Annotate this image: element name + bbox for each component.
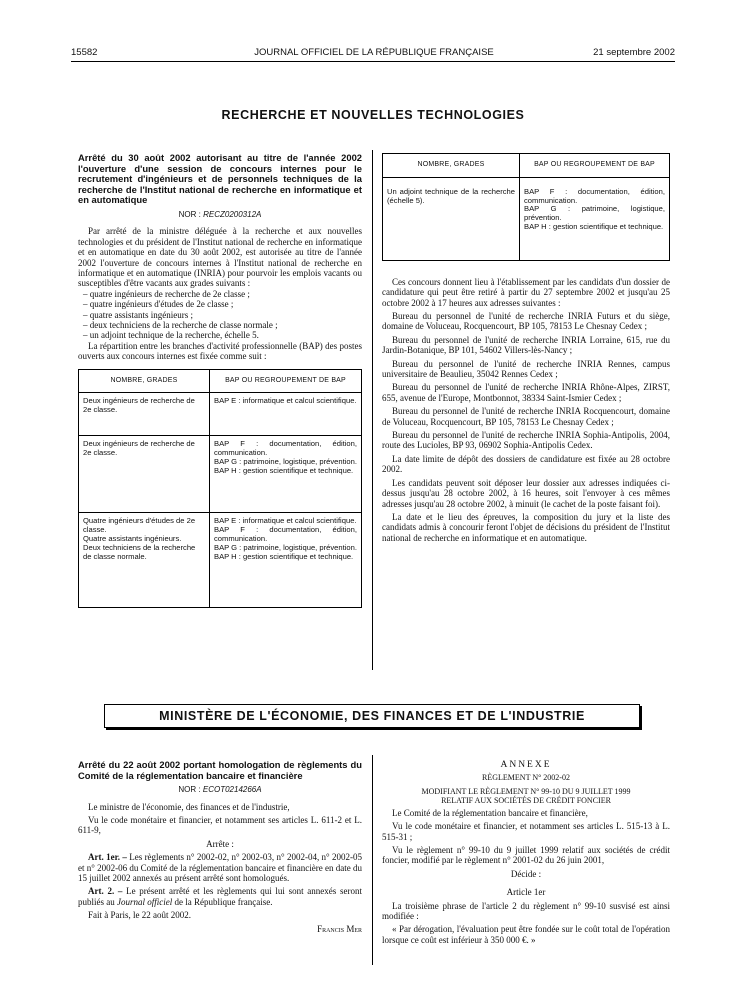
paragraph: Bureau du personnel de l'unité de recherche INRIA Sophia-Antipolis, 2004, route des Lucioles, BP 93, 06902 Sophia-Antipolis Cedex. [382,430,670,451]
nor-label: NOR : [178,209,201,219]
nor-code: ECOT0214266A [202,785,262,795]
article-label: Art. 1er. – [88,852,127,863]
paragraph: Bureau du personnel de l'unité de recherche INRIA Rocquencourt, domaine de Voluceau, Rocquencourt, BP 105, 78153 Le Chesnay Cedex ; [382,406,670,427]
right-column-arrete1 [382,153,670,543]
paragraph: Le Comité de la réglementation bancaire et financière, [392,807,588,818]
arrete-word: Arrête : [206,838,234,849]
table-cell-bap: BAP G : patrimoine, logistique, prévention. [214,542,357,552]
article-heading: Article 1er [506,887,546,898]
grades-list [78,289,362,341]
table-row [383,177,670,260]
table-cell-bap: BAP G : patrimoine, logistique, prévention. [524,204,665,223]
article-2 [78,886,362,907]
paragraph: Bureau du personnel de l'unité de recherche INRIA Rennes, campus universitaire de Beaulieu, 35042 Rennes Cedex ; [382,358,670,380]
section-title-box [104,704,640,728]
table-row [79,436,362,513]
nor-code: RECZ0200312A [203,209,262,219]
paragraph: Vu le règlement n° 99-10 du 9 juillet 1999 relatif aux sociétés de crédit foncier, modifié par le règlement n° 2001-02 du 26 juin 2001, [382,845,670,866]
left-column-arrete1 [78,153,362,608]
table-cell-bap: BAP H : gestion scientifique et technique. [214,551,354,561]
section-title-economie: MINISTÈRE DE L'ÉCONOMIE, DES FINANCES ET DE L'INDUSTRIE [159,709,585,723]
table-cell-grade: Deux techniciens de la recherche de classe normale. [83,542,196,561]
table-cell-bap: BAP H : gestion scientifique et technique. [524,221,664,231]
fait-a-paris: Fait à Paris, le 22 août 2002. [88,910,191,921]
article-text: Le présent arrêté et les règlements qui lui sont annexés seront publiés au [78,886,362,907]
paragraph: Les candidats peuvent soit déposer leur dossier aux adresses indiquées ci-dessus jusqu'au 28 octobre 2002, à 16 heures, soit l'envoyer à ces mêmes adresses jusqu'au 28 octobre 2002, à minuit (le cachet de la poste faisant foi). [382,477,670,509]
article-label: Art. 2. – [88,886,123,897]
table-cell-bap: BAP E : informatique et calcul scientifique. [214,396,357,406]
list-item: – deux techniciens de la recherche de classe normale ; [83,320,278,331]
reglement-number: RÈGLEMENT N° 2002-02 [482,773,570,783]
arrete2-heading: Arrêté du 22 août 2002 portant homologation de règlements du Comité de la réglementation bancaire et financière [78,759,362,781]
page-number: 15582 [71,47,98,58]
paragraph: « Par dérogation, l'évaluation peut être fondée sur le coût total de l'opération lorsque ce coût est inférieur à 350 000 €. » [382,924,670,945]
journal-title: JOURNAL OFFICIEL DE LA RÉPUBLIQUE FRANÇAISE [254,47,494,58]
table-cell-bap: BAP G : patrimoine, logistique, prévention. [214,457,357,467]
table-header-grades: NOMBRE, GRADES [79,369,210,393]
annexe-title: ANNEXE [500,760,552,770]
arrete1-heading: Arrêté du 30 août 2002 autorisant au titre de l'année 2002 l'ouverture d'une session de concours internes pour le recrutement d'ingénieurs et de personnels techniques de la recherche de l'Institut national de recherche en informatique et en automatique [78,152,362,206]
table-header-bap: BAP OU REGROUPEMENT DE BAP [520,154,670,178]
table-cell-grade: Un adjoint technique de la recherche (échelle 5). [387,186,515,205]
article-1 [78,852,362,883]
issue-date: 21 septembre 2002 [593,47,675,58]
paragraph: Bureau du personnel de l'unité de recherche INRIA Lorraine, 615, rue du Jardin-Botanique, BP 101, 54602 Villers-lès-Nancy ; [382,334,670,356]
right-column-annexe [382,760,670,945]
table-row [79,393,362,436]
table-cell-bap: BAP F : documentation, édition, communication. [214,525,357,544]
table-cell-bap: BAP H : gestion scientifique et technique. [214,465,354,475]
table-cell-grade: Deux ingénieurs de recherche de 2e classe. [83,396,195,415]
paragraph: La troisième phrase de l'article 2 du règlement n° 99-10 susvisé est ainsi modifiée : [382,900,670,922]
list-item: – quatre ingénieurs de recherche de 2e classe ; [83,288,250,299]
reglement-subtitle: MODIFIANT LE RÈGLEMENT N° 99-10 DU 9 JUILLET 1999 RELATIF AUX SOCIÉTÉS DE CRÉDIT FONCIER [421,786,631,805]
paragraph: La date limite de dépôt des dossiers de candidature est fixée au 28 octobre 2002. [382,453,670,475]
section-title-recherche: RECHERCHE ET NOUVELLES TECHNOLOGIES [221,108,525,122]
arrete2-nor [78,785,362,795]
table-header-grades: NOMBRE, GRADES [383,154,520,178]
nor-label: NOR : [178,785,201,795]
arrete1-nor [78,210,362,220]
article-text: Les règlements n° 2002-02, n° 2002-03, n° 2002-04, n° 2002-05 et n° 2002-06 du Comité de la réglementation bancaire et financière en date du 15 juillet 2002 annexés au présent arrêté sont homologués. [78,852,362,884]
article-text: de la République française. [174,896,273,907]
left-column-arrete2 [78,760,362,934]
table-cell-bap: BAP E : informatique et calcul scientifique. [214,516,357,526]
journal-name: Journal officiel [117,896,173,907]
paragraph: Vu le code monétaire et financier, et notamment ses articles L. 515-13 à L. 515-31 ; [382,821,670,842]
column-divider [372,755,373,965]
paragraph: Bureau du personnel de l'unité de recherche INRIA Rhône-Alpes, ZIRST, 655, avenue de l'Europe, Montbonnot, 38334 Saint-Ismier Cedex ; [382,382,670,403]
table-cell-grade: Deux ingénieurs de recherche de 2e classe. [83,439,195,458]
bap-table-continued [382,153,670,261]
table-cell-bap: BAP F : documentation, édition, communication. [214,439,357,458]
list-item: – un adjoint technique de la recherche, échelle 5. [83,330,259,341]
repartition-text: La répartition entre les branches d'activité professionnelle (BAP) des postes ouverts aux concours internes est fixée comme suit : [78,340,362,362]
paragraph: La date et le lieu des épreuves, la composition du jury et la liste des candidats admis à concourir feront l'objet de décisions du président de l'Institut national de recherche en informatique et en automatique. [382,511,670,543]
paragraph: Ces concours donnent lieu à l'établissement par les candidats d'un dossier de candidature qui peut être retiré à partir du 27 septembre 2002 et jusqu'au 25 octobre 2002 à 17 heures aux adresses suivantes : [382,276,670,308]
table-row [79,513,362,608]
signature: Francis Mer [317,923,362,934]
arrete1-intro: Par arrêté de la ministre déléguée à la recherche et aux nouvelles technologies et du président de l'Institut national de recherche en informatique et en automatique en date du 30 août 2002, est autorisée au titre de l'année 2002 l'ouverture de concours internes à l'Institut national de recherche en informatique et en automatique (INRIA) pour pourvoir les emplois vacants ou susceptibles d'être vacants aux grades suivants : [78,226,362,289]
table-header-bap: BAP OU REGROUPEMENT DE BAP [210,369,362,393]
table-cell-grade: Quatre assistants ingénieurs. [83,534,182,544]
header-rule [71,61,675,62]
decide-word: Décide : [510,868,542,879]
column-divider [372,150,373,670]
paragraph: Bureau du personnel de l'unité de recherche INRIA Futurs et du siège, domaine de Voluceau, Rocquencourt, BP 105, 78153 Le Chesnay Cedex ; [382,311,670,332]
paragraph: Le ministre de l'économie, des finances et de l'industrie, [88,801,290,812]
table-cell-bap: BAP F : documentation, édition, communication. [524,186,665,205]
paragraph: Vu le code monétaire et financier, et notamment ses articles L. 611-2 et L. 611-9, [78,815,362,836]
list-item: – quatre assistants ingénieurs ; [83,309,193,320]
bap-table [78,369,362,609]
list-item: – quatre ingénieurs d'études de 2e classe ; [83,299,234,310]
table-cell-grade: Quatre ingénieurs d'études de 2e classe. [83,516,196,535]
